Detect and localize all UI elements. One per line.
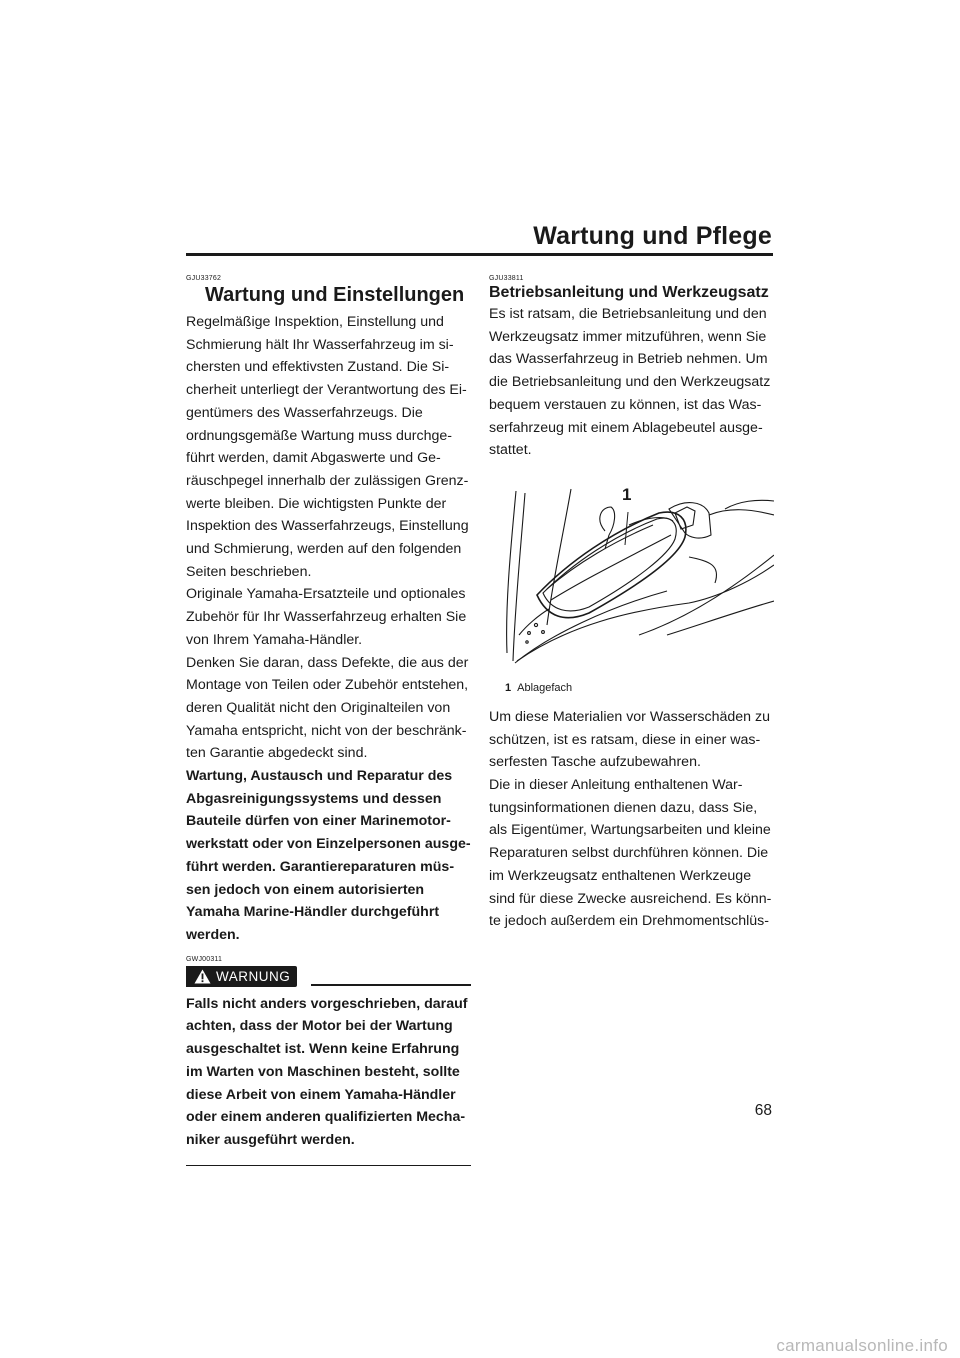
watercraft-illustration — [489, 485, 774, 670]
section-code: GJU33811 — [489, 275, 524, 282]
section-heading: Wartung und Einstellungen — [205, 284, 465, 306]
paragraph: Regelmäßige Inspektion, Einstellung und Schmierung hält Ihr Wasserfahrzeug im sichersten und effektivsten Zustand. Die Sicherheit unterliegt der Verantwortung des Eigentümers des Wasserfahrzeugs. Die ordnungsgemäße Wartung muss durchgeführt werden, damit Abgaswerte und Geräuschpegel innerhalb der zulässigen Grenzwerte bleiben. Die wichtigsten Punkte der Inspektion des Wasserfahrzeugs, Einstellung und Schmierung, werden auf den folgenden Seiten beschrieben. — [186, 314, 469, 580]
section-heading: Betriebsanleitung und Werkzeugsatz — [489, 284, 769, 301]
warning-badge — [186, 966, 297, 987]
paragraph: Die in dieser Anleitung enthaltenen Wartungsinformationen dienen dazu, dass Sie, als Eigentümer, Wartungsarbeiten und kleine Reparaturen selbst durchführen können. Die im Werkzeugsatz enthaltenen Werkzeuge sind für diese Zwecke ausreichend. Es könnte jedoch außerdem ein Drehmomentschlüs- — [489, 777, 772, 930]
warning-label: WARNUNG — [216, 968, 291, 984]
bold-paragraph: Wartung, Austausch und Reparatur des Abgasreinigungssystems und dessen Bauteile dürfen von einer Marinemotorwerkstatt oder von Einzelpersonen ausgeführt werden. Garantiereparaturen müssen jedoch von einem autorisierten Yamaha Marine-Händler durchgeführt werden. — [186, 768, 471, 943]
caption-number: 1 — [505, 681, 512, 694]
warning-rule — [311, 984, 471, 986]
left-column — [186, 274, 471, 1166]
page-number: 68 — [754, 1102, 772, 1119]
paragraph: Originale Yamaha-Ersatzteile und optionales Zubehör für Ihr Wasserfahrzeug erhalten Sie von Ihrem Yamaha-Händler. — [186, 586, 467, 648]
warning-text: Falls nicht anders vorgeschrieben, darauf achten, dass der Motor bei der Wartung ausgeschaltet ist. Wenn keine Erfahrung im Warten von Maschinen besteht, sollte diese Arbeit von einem Yamaha-Händler oder einem anderen qualifizierten Mechaniker ausgeführt werden. — [186, 993, 471, 1166]
callout-number: 1 — [622, 484, 632, 504]
paragraph: Denken Sie daran, dass Defekte, die aus der Montage von Teilen oder Zubehör entstehen, deren Qualität nicht den Originalteilen von Yamaha entspricht, nicht von der beschränkten Garantie abgedeckt sind. — [186, 654, 469, 762]
section-code: GJU33762 — [186, 275, 222, 282]
header-rule — [186, 253, 773, 256]
paragraph: Es ist ratsam, die Betriebsanleitung und den Werkzeugsatz immer mitzuführen, wenn Sie das Wasserfahrzeug in Betrieb nehmen. Um die Betriebsanleitung und den Werkzeugsatz bequem verstauen zu können, ist das Wasserfahrzeug mit einem Ablagebeutel ausgestattet. — [489, 306, 771, 459]
caption-text: Ablagefach — [517, 681, 573, 694]
watermark: carmanualsonline.info — [776, 1336, 948, 1355]
right-column — [489, 274, 774, 933]
warning-triangle-icon — [194, 969, 211, 984]
storage-compartment-figure — [489, 485, 774, 670]
warning-header — [186, 966, 471, 987]
page-title: Wartung und Pflege — [533, 222, 772, 250]
figure-caption — [505, 682, 774, 694]
warning-code: GWJ00311 — [186, 955, 223, 963]
paragraph: Um diese Materialien vor Wasserschäden zu schützen, ist es ratsam, diese in einer wasserfesten Tasche aufzubewahren. — [489, 708, 770, 771]
